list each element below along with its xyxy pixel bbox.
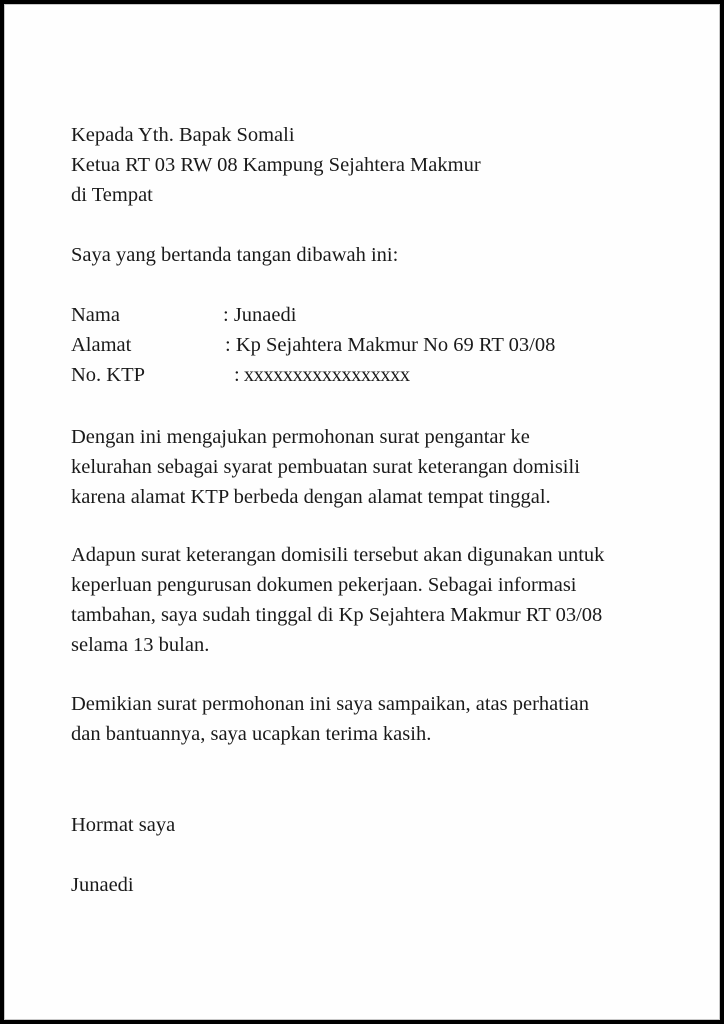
recipient-line-2: Ketua RT 03 RW 08 Kampung Sejahtera Makmur <box>71 154 481 176</box>
closing-text: Hormat saya <box>71 814 176 836</box>
letter-page <box>4 4 720 1020</box>
paragraph2-line-2: keperluan pengurusan dokumen pekerjaan. Sebagai informasi <box>71 574 577 596</box>
paragraph3-line-1: Demikian surat permohonan ini saya sampaikan, atas perhatian <box>71 693 590 715</box>
paragraph1-line-1: Dengan ini mengajukan permohonan surat pengantar ke <box>71 426 530 448</box>
recipient-line-1: Kepada Yth. Bapak Somali <box>71 124 295 146</box>
field-label-nama: Nama <box>71 304 120 326</box>
recipient-line-3: di Tempat <box>71 184 153 206</box>
paragraph1-line-2: kelurahan sebagai syarat pembuatan surat keterangan domisili <box>71 456 580 478</box>
paragraph1-line-3: karena alamat KTP berbeda dengan alamat tempat tinggal. <box>71 486 551 508</box>
paragraph3-line-2: dan bantuannya, saya ucapkan terima kasih. <box>71 723 432 745</box>
field-label-ktp: No. KTP <box>71 364 146 386</box>
field-value-alamat: : Kp Sejahtera Makmur No 69 RT 03/08 <box>225 334 556 356</box>
paragraph2-line-4: selama 13 bulan. <box>71 634 210 656</box>
paragraph2-line-1: Adapun surat keterangan domisili tersebut akan digunakan untuk <box>71 544 605 566</box>
field-label-alamat: Alamat <box>71 334 132 356</box>
intro-text: Saya yang bertanda tangan dibawah ini: <box>71 244 399 266</box>
field-value-nama: : Junaedi <box>223 304 297 326</box>
paragraph2-line-3: tambahan, saya sudah tinggal di Kp Sejahtera Makmur RT 03/08 <box>71 604 603 626</box>
field-value-ktp: : xxxxxxxxxxxxxxxxx <box>234 364 410 386</box>
signature-name: Junaedi <box>71 874 134 896</box>
